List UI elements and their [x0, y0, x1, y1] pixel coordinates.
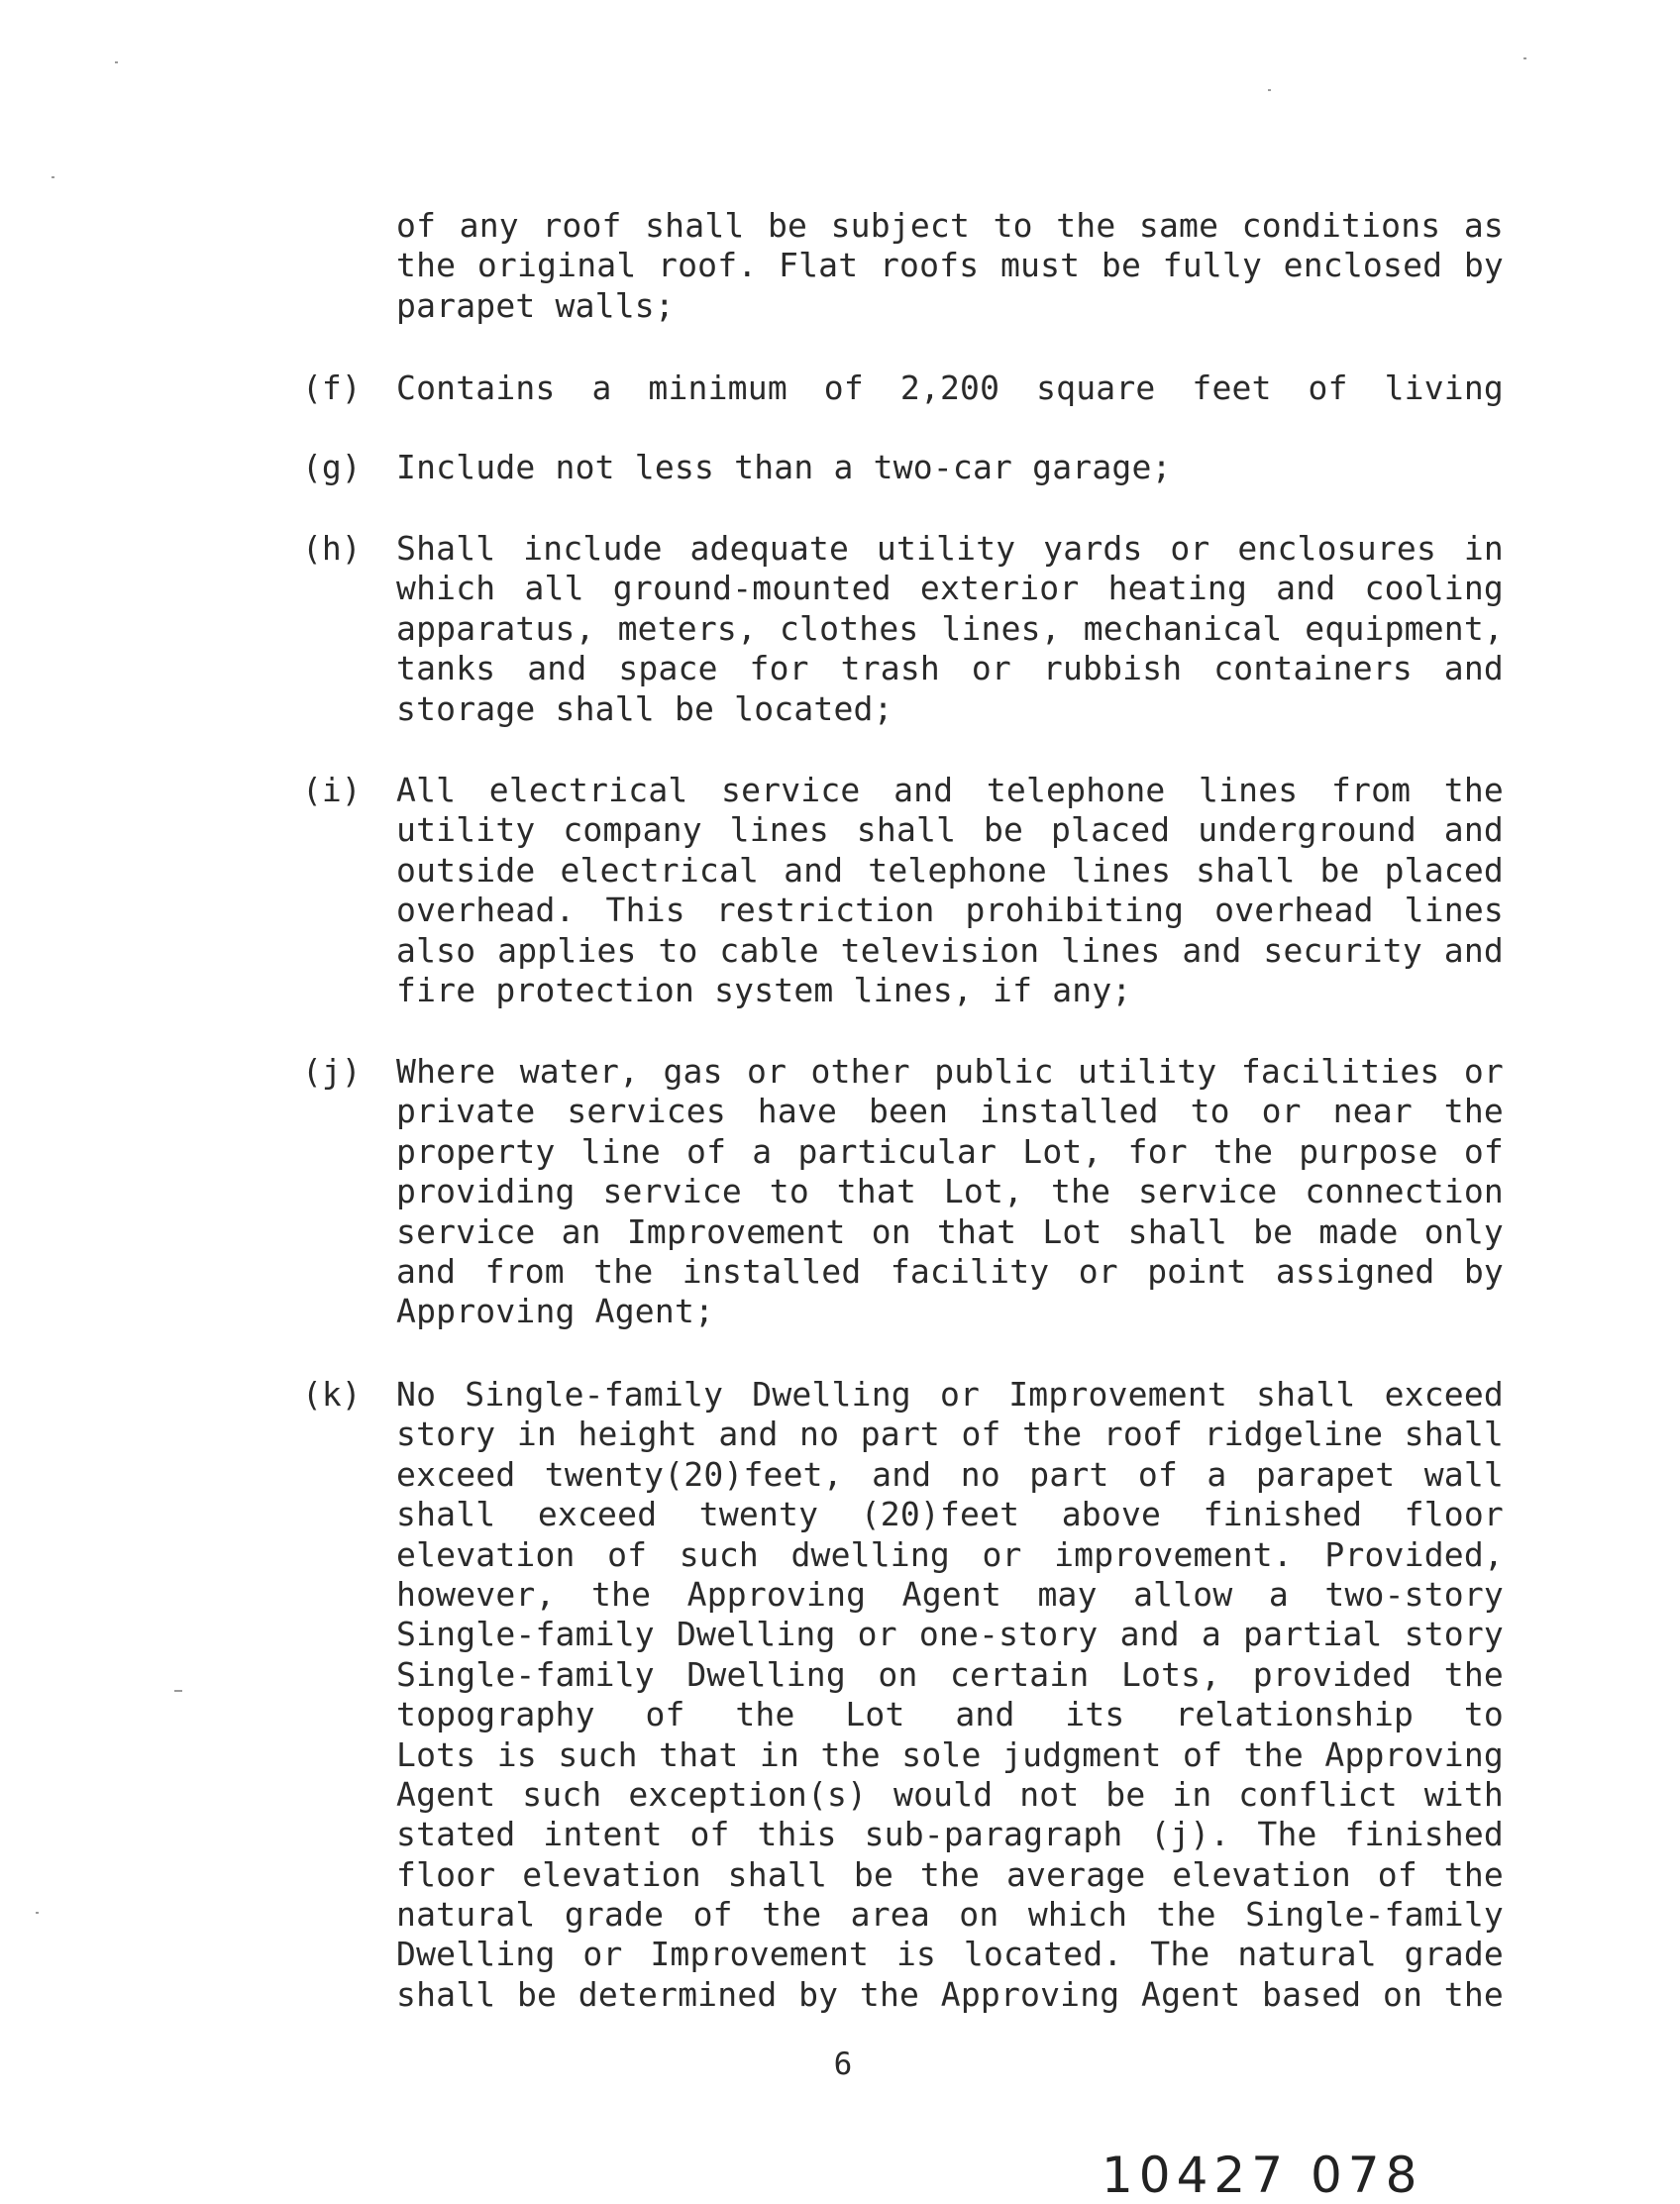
text-line: Include not less than a two-car garage; [396, 448, 1172, 486]
text-line: and from the installed facility or point assigned by [396, 1251, 1504, 1291]
text-line: natural grade of the area on which the Single-family [396, 1895, 1504, 1935]
text-line: Agent such exception(s) would not be in conflict with [396, 1774, 1504, 1814]
text-line: Where water, gas or other public utility facilities or [396, 1052, 1504, 1091]
text-line: shall be determined by the Approving Agent based on the [396, 1974, 1504, 2014]
text-line: utility company lines shall be placed underground and [396, 810, 1504, 850]
paragraph-label: (i) [302, 771, 362, 809]
text-line: apparatus, meters, clothes lines, mechanical equipment, [396, 608, 1504, 648]
text-line: however, the Approving Agent may allow a two-story [396, 1574, 1504, 1614]
paragraph-label: (j) [302, 1052, 362, 1091]
text-line: floor elevation shall be the average elevation of the [396, 1854, 1504, 1894]
recording-number-stamp: 10427 078 [1102, 2147, 1423, 2204]
text-line: Single-family Dwelling on certain Lots, provided the [396, 1654, 1504, 1694]
text-line: story in height and no part of the roof ridgeline shall [396, 1415, 1504, 1454]
text-line: All electrical service and telephone lines from the [396, 771, 1504, 809]
text-line: also applies to cable television lines and security and [396, 930, 1504, 970]
paragraph-label: (h) [302, 529, 362, 568]
paragraph-i-text [396, 771, 1504, 1010]
paragraph-k-text [396, 1375, 1504, 2015]
paragraph-label: (k) [302, 1375, 362, 1414]
text-line: Dwelling or Improvement is located. The natural grade [396, 1935, 1504, 1974]
text-line: Shall include adequate utility yards or enclosures in [396, 529, 1504, 568]
paragraph-j-text [396, 1052, 1504, 1332]
scan-speck [1523, 57, 1526, 59]
text-line: overhead. This restriction prohibiting overhead lines [396, 891, 1504, 930]
text-line: which all ground-mounted exterior heating and cooling [396, 569, 1504, 608]
paragraph-label: (f) [302, 368, 362, 407]
text-line: private services have been installed to or near the [396, 1092, 1504, 1131]
text-line: topography of the Lot and its relationship to [396, 1695, 1504, 1734]
text-line: Contains a minimum of 2,200 square feet of living [396, 368, 1504, 407]
paragraph-label: (g) [302, 448, 362, 486]
scan-speck [115, 61, 118, 63]
text-line: Single-family Dwelling or one-story and a partial story [396, 1615, 1504, 1654]
text-line: Lots is such that in the sole judgment of the Approving [396, 1734, 1504, 1774]
text-line: tanks and space for trash or rubbish containers and [396, 649, 1504, 688]
text-line: parapet walls; [396, 285, 675, 325]
text-line: of any roof shall be subject to the same conditions as [396, 206, 1504, 245]
scan-speck [1268, 89, 1271, 91]
text-line: elevation of such dwelling or improvement. Provided, [396, 1534, 1504, 1574]
text-line: stated intent of this sub-paragraph (j). The finished [396, 1815, 1504, 1854]
paragraph-f-text [396, 368, 1504, 408]
text-line: fire protection system lines, if any; [396, 970, 1132, 1009]
text-line: providing service to that Lot, the service connection [396, 1172, 1504, 1211]
text-line: shall exceed twenty (20)feet above finished floor [396, 1495, 1504, 1534]
scan-speck [52, 176, 54, 178]
text-line: Approving Agent; [396, 1292, 715, 1331]
scan-speck [174, 1690, 182, 1692]
text-line: storage shall be located; [396, 688, 893, 728]
paragraph-g-text [396, 448, 1504, 487]
text-line: outside electrical and telephone lines shall be placed [396, 850, 1504, 890]
scan-speck [36, 1912, 39, 1914]
text-line: exceed twenty(20)feet, and no part of a parapet wall [396, 1454, 1504, 1494]
text-line: the original roof. Flat roofs must be fully enclosed by [396, 246, 1504, 285]
text-line: property line of a particular Lot, for the purpose of [396, 1131, 1504, 1171]
text-line: service an Improvement on that Lot shall be made only [396, 1211, 1504, 1251]
continuation-text [396, 206, 1504, 326]
paragraph-h-text [396, 529, 1504, 729]
page-number: 6 [833, 2047, 853, 2082]
text-line: No Single-family Dwelling or Improvement shall exceed [396, 1375, 1504, 1414]
